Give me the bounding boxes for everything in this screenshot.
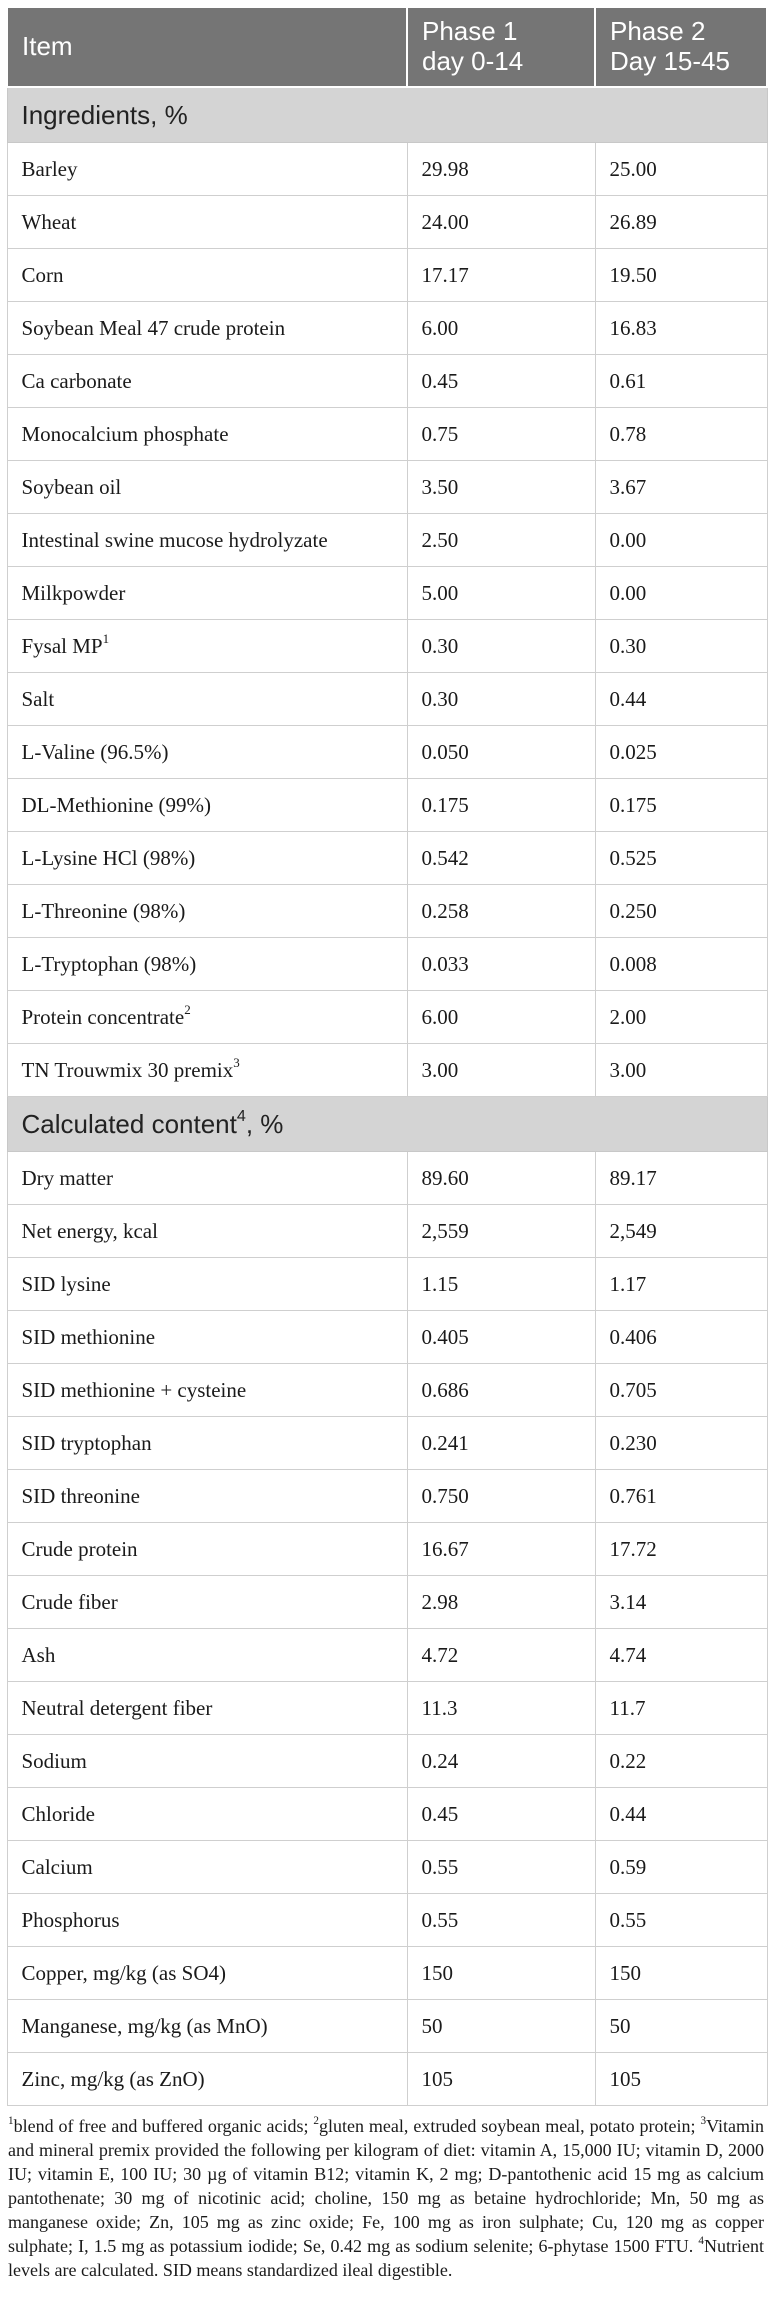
phase-2-value: 0.00 (595, 567, 767, 620)
phase-2-value: 0.705 (595, 1364, 767, 1417)
row-label-text: Ash (21, 1642, 56, 1667)
row-label-text: Neutral detergent fiber (21, 1695, 213, 1720)
phase-2-value: 0.00 (595, 514, 767, 567)
row-label (7, 1682, 407, 1735)
row-label-text: L-Valine (96.5%) (21, 739, 169, 764)
row-label (7, 885, 407, 938)
phase-2-value: 1.17 (595, 1258, 767, 1311)
table-row (7, 1311, 767, 1364)
row-label-text: SID methionine (21, 1324, 156, 1349)
phase-1-value: 0.405 (407, 1311, 595, 1364)
row-label (7, 726, 407, 779)
row-label-text: Soybean oil (21, 474, 122, 499)
row-label-text: L-Lysine HCl (98%) (21, 845, 196, 870)
row-label-text: Protein concentrate (21, 1004, 185, 1029)
phase-1-value: 3.50 (407, 461, 595, 514)
row-label-text: Corn (21, 262, 64, 287)
row-label-text: L-Threonine (98%) (21, 898, 186, 923)
header-phase-1 (407, 7, 595, 87)
row-label (7, 779, 407, 832)
phase-1-value: 0.241 (407, 1417, 595, 1470)
row-label-text: Ca carbonate (21, 368, 132, 393)
table-footnotes (6, 2106, 766, 2282)
table-row (7, 1947, 767, 2000)
table-row (7, 1152, 767, 1205)
table-row (7, 1629, 767, 1682)
row-label (7, 1417, 407, 1470)
phase-1-value: 0.45 (407, 1788, 595, 1841)
row-label (7, 1364, 407, 1417)
row-label (7, 567, 407, 620)
row-label-text: DL-Methionine (99%) (21, 792, 212, 817)
table-row (7, 1735, 767, 1788)
row-label (7, 1152, 407, 1205)
phase-1-value: 0.75 (407, 408, 595, 461)
phase-2-value: 0.761 (595, 1470, 767, 1523)
phase-2-value: 0.250 (595, 885, 767, 938)
table-row (7, 1470, 767, 1523)
phase-2-value: 0.30 (595, 620, 767, 673)
row-label-text: SID tryptophan (21, 1430, 152, 1455)
phase-2-value: 25.00 (595, 143, 767, 196)
table-row (7, 143, 767, 196)
row-label (7, 1894, 407, 1947)
table-row (7, 1682, 767, 1735)
phase-2-value: 19.50 (595, 249, 767, 302)
row-label-text: Phosphorus (21, 1907, 120, 1932)
footnote-marker: 4 (698, 2234, 704, 2247)
row-label-text: Zinc, mg/kg (as ZnO) (21, 2066, 205, 2091)
table-row (7, 1417, 767, 1470)
row-label (7, 1788, 407, 1841)
phase-2-value: 0.44 (595, 673, 767, 726)
table-row (7, 1841, 767, 1894)
row-label-text: Sodium (21, 1748, 87, 1773)
row-label (7, 1258, 407, 1311)
row-label (7, 1947, 407, 2000)
diet-composition-table-container (6, 6, 766, 2282)
row-label (7, 302, 407, 355)
table-row (7, 1044, 767, 1097)
phase-2-value: 150 (595, 1947, 767, 2000)
phase-1-value: 3.00 (407, 1044, 595, 1097)
row-label (7, 143, 407, 196)
phase-2-value: 16.83 (595, 302, 767, 355)
table-row (7, 1258, 767, 1311)
phase-1-value: 16.67 (407, 1523, 595, 1576)
phase-2-value: 50 (595, 2000, 767, 2053)
phase-1-value: 0.45 (407, 355, 595, 408)
phase-2-value: 3.67 (595, 461, 767, 514)
header-item: Item (7, 7, 407, 87)
phase-1-value: 89.60 (407, 1152, 595, 1205)
row-label-text: Chloride (21, 1801, 95, 1826)
phase-2-value: 3.14 (595, 1576, 767, 1629)
row-label (7, 620, 407, 673)
phase-1-value: 4.72 (407, 1629, 595, 1682)
row-label (7, 1470, 407, 1523)
phase-2-value: 0.61 (595, 355, 767, 408)
row-label (7, 408, 407, 461)
header-phase-1-title: Phase 1 (422, 16, 518, 46)
row-label-text: Monocalcium phosphate (21, 421, 229, 446)
row-label-text: Salt (21, 686, 55, 711)
row-label (7, 1311, 407, 1364)
table-row (7, 673, 767, 726)
table-row (7, 1205, 767, 1258)
table-row (7, 249, 767, 302)
table-row (7, 991, 767, 1044)
row-label-text: SID lysine (21, 1271, 111, 1296)
table-row (7, 1523, 767, 1576)
row-label (7, 1205, 407, 1258)
row-label (7, 938, 407, 991)
phase-2-value: 0.22 (595, 1735, 767, 1788)
phase-1-value: 50 (407, 2000, 595, 2053)
row-label (7, 2000, 407, 2053)
calculated-content-section-row (7, 1097, 767, 1152)
footnote-text: Vitamin and mineral premix provided the following per kilogram of diet: vitamin A, 15,000 IU; vitamin D, 2000 IU; vitamin E, 100 IU; 30 µg of vitamin B12; vitamin K, 2 mg; D-pantothenic acid 15 mg as calcium pantothenate; 30 mg of nicotinic acid; choline, 150 mg as betaine hydrochloride; Mn, 50 mg as manganese oxide; Zn, 105 mg as zinc oxide; Fe, 100 mg as iron sulphate; Cu, 120 mg as copper sulphate; I, 1.5 mg as potassium iodide; Se, 0.42 mg as sodium selenite; 6-phytase 1500 FTU. (8, 2116, 764, 2256)
row-label (7, 1629, 407, 1682)
phase-2-value: 89.17 (595, 1152, 767, 1205)
row-label-text: Net energy, kcal (21, 1218, 158, 1243)
header-phase-2-days: Day 15-45 (610, 46, 730, 76)
table-header-row (7, 7, 767, 87)
calculated-title-text: Calculated content (21, 1108, 237, 1139)
phase-1-value: 0.258 (407, 885, 595, 938)
row-label (7, 1523, 407, 1576)
phase-2-value: 2,549 (595, 1205, 767, 1258)
table-row (7, 2053, 767, 2106)
row-label-text: Copper, mg/kg (as SO4) (21, 1960, 226, 1985)
table-row (7, 461, 767, 514)
row-label (7, 461, 407, 514)
row-label-text: Milkpowder (21, 580, 126, 605)
phase-2-value: 0.175 (595, 779, 767, 832)
footnote-marker: 3 (233, 1055, 240, 1071)
table-row (7, 1576, 767, 1629)
ingredients-section-title: Ingredients, % (7, 87, 767, 143)
table-row (7, 567, 767, 620)
row-label-text: SID methionine + cysteine (21, 1377, 247, 1402)
footnote-marker: 2 (184, 1002, 191, 1018)
footnote-text: gluten meal, extruded soybean meal, potato protein; (318, 2116, 701, 2136)
header-phase-1-days: day 0-14 (422, 46, 524, 76)
row-label (7, 355, 407, 408)
table-row (7, 620, 767, 673)
phase-1-value: 0.033 (407, 938, 595, 991)
footnote-marker: 1 (8, 2114, 14, 2127)
row-label-text: TN Trouwmix 30 premix (21, 1057, 234, 1082)
table-row (7, 1788, 767, 1841)
table-row (7, 938, 767, 991)
phase-1-value: 0.30 (407, 673, 595, 726)
table-row (7, 355, 767, 408)
calculated-title-unit: , % (245, 1108, 284, 1139)
footnote-text: Nutrient levels are calculated. SID means standardized ileal digestible. (8, 2236, 764, 2280)
table-row (7, 1894, 767, 1947)
row-label (7, 832, 407, 885)
phase-2-value: 11.7 (595, 1682, 767, 1735)
footnote-marker: 3 (700, 2114, 707, 2127)
table-row (7, 885, 767, 938)
row-label-text: Wheat (21, 209, 77, 234)
row-label-text: Crude protein (21, 1536, 138, 1561)
phase-2-value: 0.44 (595, 1788, 767, 1841)
phase-1-value: 0.30 (407, 620, 595, 673)
footnote-marker: 2 (313, 2114, 319, 2127)
phase-1-value: 0.050 (407, 726, 595, 779)
table-row (7, 726, 767, 779)
phase-1-value: 6.00 (407, 302, 595, 355)
phase-2-value: 0.78 (595, 408, 767, 461)
row-label (7, 1576, 407, 1629)
phase-1-value: 0.542 (407, 832, 595, 885)
row-label (7, 1044, 407, 1097)
table-row (7, 302, 767, 355)
row-label (7, 991, 407, 1044)
phase-2-value: 0.59 (595, 1841, 767, 1894)
header-phase-2 (595, 7, 767, 87)
phase-1-value: 2.98 (407, 1576, 595, 1629)
row-label-text: Crude fiber (21, 1589, 118, 1614)
row-label (7, 1735, 407, 1788)
phase-2-value: 0.230 (595, 1417, 767, 1470)
phase-1-value: 0.750 (407, 1470, 595, 1523)
phase-2-value: 0.406 (595, 1311, 767, 1364)
table-row (7, 514, 767, 567)
table-row (7, 1364, 767, 1417)
phase-1-value: 2.50 (407, 514, 595, 567)
phase-1-value: 24.00 (407, 196, 595, 249)
footnote-text: blend of free and buffered organic acids; (13, 2116, 314, 2136)
table-row (7, 408, 767, 461)
calculated-content-section-title (7, 1097, 767, 1152)
row-label-text: Fysal MP (21, 633, 103, 658)
row-label-text: Soybean Meal 47 crude protein (21, 315, 286, 340)
row-label (7, 1841, 407, 1894)
phase-2-value: 105 (595, 2053, 767, 2106)
phase-1-value: 150 (407, 1947, 595, 2000)
row-label-text: L-Tryptophan (98%) (21, 951, 197, 976)
phase-2-value: 26.89 (595, 196, 767, 249)
phase-1-value: 0.175 (407, 779, 595, 832)
header-phase-2-title: Phase 2 (610, 16, 706, 46)
ingredients-section-row (7, 87, 767, 143)
phase-2-value: 0.025 (595, 726, 767, 779)
phase-1-value: 6.00 (407, 991, 595, 1044)
phase-1-value: 2,559 (407, 1205, 595, 1258)
phase-2-value: 17.72 (595, 1523, 767, 1576)
phase-2-value: 4.74 (595, 1629, 767, 1682)
table-row (7, 779, 767, 832)
phase-1-value: 0.55 (407, 1894, 595, 1947)
footnote-marker: 4 (236, 1107, 246, 1126)
row-label-text: Calcium (21, 1854, 93, 1879)
table-row (7, 832, 767, 885)
phase-1-value: 0.686 (407, 1364, 595, 1417)
table-row (7, 2000, 767, 2053)
row-label-text: Intestinal swine mucose hydrolyzate (21, 527, 328, 552)
phase-2-value: 0.55 (595, 1894, 767, 1947)
phase-1-value: 1.15 (407, 1258, 595, 1311)
row-label-text: SID threonine (21, 1483, 140, 1508)
row-label-text: Barley (21, 156, 78, 181)
phase-1-value: 0.55 (407, 1841, 595, 1894)
phase-1-value: 29.98 (407, 143, 595, 196)
phase-2-value: 0.525 (595, 832, 767, 885)
phase-2-value: 2.00 (595, 991, 767, 1044)
row-label (7, 2053, 407, 2106)
diet-composition-table (6, 6, 768, 2106)
phase-1-value: 17.17 (407, 249, 595, 302)
row-label-text: Dry matter (21, 1165, 114, 1190)
phase-2-value: 0.008 (595, 938, 767, 991)
footnote-marker: 1 (102, 631, 110, 647)
row-label-text: Manganese, mg/kg (as MnO) (21, 2013, 268, 2038)
row-label (7, 196, 407, 249)
phase-2-value: 3.00 (595, 1044, 767, 1097)
row-label (7, 514, 407, 567)
phase-1-value: 0.24 (407, 1735, 595, 1788)
phase-1-value: 5.00 (407, 567, 595, 620)
table-row (7, 196, 767, 249)
row-label (7, 673, 407, 726)
phase-1-value: 11.3 (407, 1682, 595, 1735)
row-label (7, 249, 407, 302)
phase-1-value: 105 (407, 2053, 595, 2106)
